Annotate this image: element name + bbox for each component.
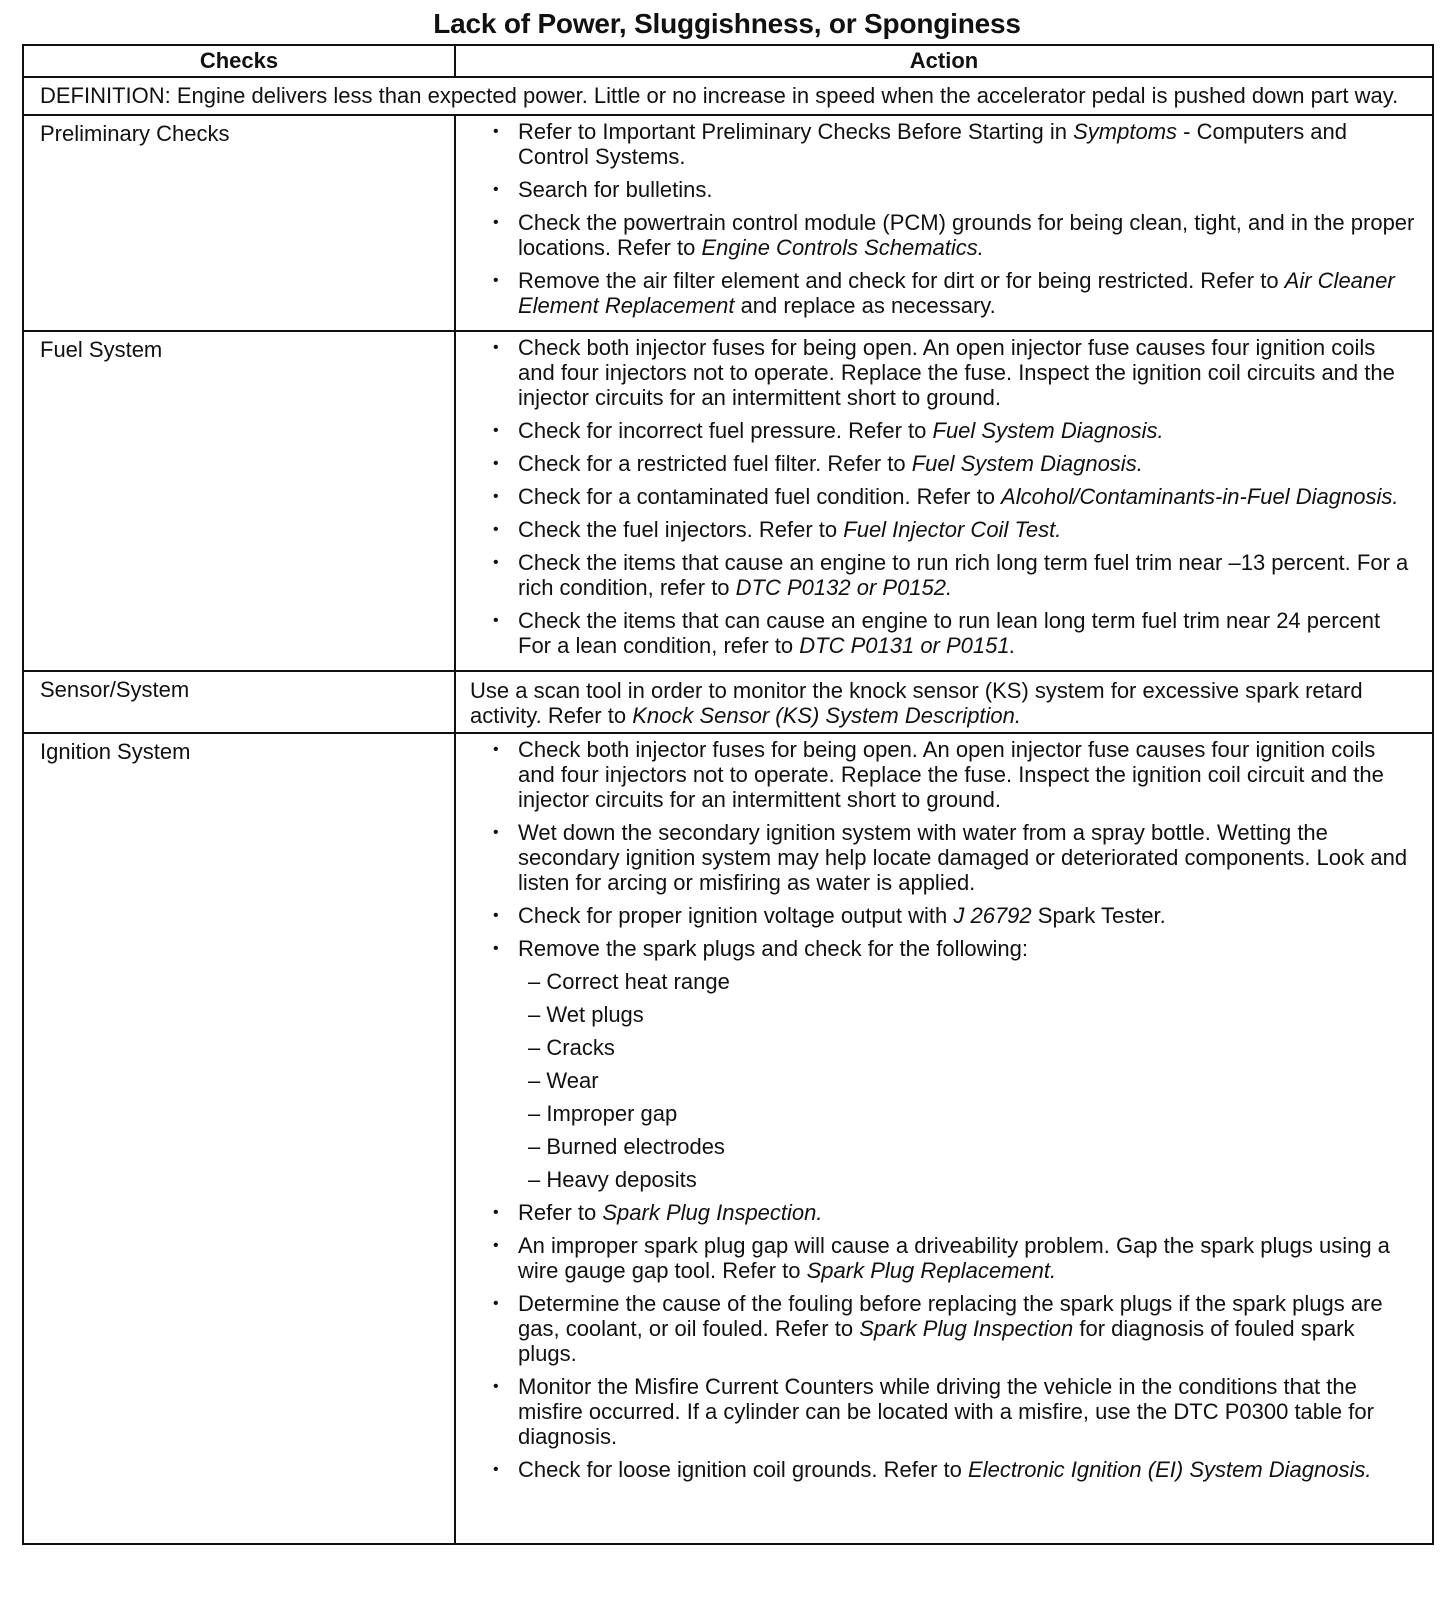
list-item: [470, 936, 1418, 1192]
reference-text: Spark Plug Replacement.: [806, 1258, 1057, 1283]
bullet-icon: •: [493, 488, 499, 505]
reference-text: Fuel System Diagnosis.: [911, 451, 1143, 476]
dash-icon: –: [528, 1101, 541, 1126]
bullet-icon: •: [493, 940, 499, 957]
sub-item-text: Heavy deposits: [546, 1167, 697, 1192]
text-segment: Remove the air filter element and check for dirt or for being restricted. Refer to: [518, 268, 1285, 293]
action-text: [470, 675, 1418, 728]
reference-text: Alcohol/Contaminants-in-Fuel Diagnosis.: [1001, 484, 1399, 509]
list-item: [470, 517, 1418, 542]
table-header-row: [23, 45, 1433, 77]
text-segment: An improper spark plug gap will cause a driveability problem. Gap the spark plugs using a wire gauge gap tool. Refer to: [518, 1233, 1390, 1283]
bullet-icon: •: [493, 1204, 499, 1221]
bullet-icon: •: [493, 1237, 499, 1254]
text-segment: Determine the cause of the fouling before replacing the spark plugs if the spark plugs are gas, coolant, or oil fouled. Refer to: [518, 1291, 1383, 1341]
text-segment: Wet down the secondary ignition system with water from a spray bottle. Wetting the secondary ignition system may help locate damaged or deteriorated components. Look and listen for arcing or misfiring as water is applied.: [518, 820, 1408, 895]
dash-icon: –: [528, 1134, 541, 1159]
dash-icon: –: [528, 1167, 541, 1192]
list-item: [470, 820, 1418, 895]
text-segment: Check for loose ignition coil grounds. Refer to: [518, 1457, 969, 1482]
dash-icon: –: [528, 1068, 541, 1093]
list-item: [470, 484, 1418, 509]
text-segment: Check for proper ignition voltage output with: [518, 903, 954, 928]
text-segment: - Computers and Control Systems.: [518, 119, 1348, 169]
bullet-icon: •: [493, 1378, 499, 1395]
sub-list-item: [518, 1101, 1418, 1126]
text-segment: Check for incorrect fuel pressure. Refer to: [518, 418, 933, 443]
reference-text: Electronic Ignition (EI) System Diagnosis.: [968, 1457, 1372, 1482]
list-item: [470, 1200, 1418, 1225]
text-segment: Refer to: [518, 1200, 603, 1225]
text-segment: Use a scan tool in order to monitor the knock sensor (KS) system for excessive spark retard activity. Refer to: [470, 678, 1363, 728]
reference-text: Knock Sensor (KS) System Description.: [632, 703, 1022, 728]
bullet-icon: •: [493, 741, 499, 758]
bullet-icon: •: [493, 612, 499, 629]
bullet-icon: •: [493, 455, 499, 472]
bullet-icon: •: [493, 824, 499, 841]
dash-icon: –: [528, 1002, 541, 1027]
text-segment: Check both injector fuses for being open. An open injector fuse causes four ignition coils and four injectors not to operate. Replace the fuse. Inspect the ignition coil circuits and the injector circuits for an intermittent short to ground.: [518, 335, 1395, 410]
text-segment: for diagnosis of fouled spark plugs.: [518, 1316, 1355, 1366]
bullet-icon: •: [493, 907, 499, 924]
text-segment: Monitor the Misfire Current Counters while driving the vehicle in the conditions that the misfire occurred. If a cylinder can be located with a misfire, use the DTC P0300 table for diagnosis.: [518, 1374, 1374, 1449]
list-item: [470, 335, 1418, 410]
reference-text: Air Cleaner Element Replacement: [518, 268, 1395, 318]
sub-list-item: [518, 1035, 1418, 1060]
check-cell: Preliminary Checks: [23, 115, 455, 331]
table-row-fuel-system: [23, 331, 1433, 671]
reference-text: Fuel System Diagnosis.: [932, 418, 1164, 443]
dash-icon: –: [528, 969, 541, 994]
reference-text: J 26792: [953, 903, 1032, 928]
text-segment: Search for bulletins.: [518, 177, 713, 202]
check-cell: Fuel System: [23, 331, 455, 671]
table-row-sensor-system: [23, 671, 1433, 733]
text-segment: Refer to Important Preliminary Checks Before Starting in: [518, 119, 1074, 144]
bullet-icon: •: [493, 1295, 499, 1312]
list-item: [470, 903, 1418, 928]
bullet-icon: •: [493, 1461, 499, 1478]
action-cell: [455, 671, 1433, 733]
list-item: [470, 210, 1418, 260]
text-segment: and replace as necessary.: [734, 293, 996, 318]
reference-text: DTC P0131 or P0151.: [799, 633, 1016, 658]
text-segment: Remove the spark plugs and check for the following:: [518, 936, 1028, 961]
check-cell: Ignition System: [23, 733, 455, 1544]
text-segment: Check for a contaminated fuel condition. Refer to: [518, 484, 1002, 509]
list-item: [470, 418, 1418, 443]
sub-list-item: [518, 1134, 1418, 1159]
sub-item-text: Correct heat range: [546, 969, 730, 994]
sub-list-item: [518, 1167, 1418, 1192]
table-row-ignition-system: [23, 733, 1433, 1544]
reference-text: Symptoms: [1073, 119, 1178, 144]
reference-text: DTC P0132 or P0152.: [735, 575, 953, 600]
action-cell: [455, 115, 1433, 331]
sub-item-text: Wet plugs: [546, 1002, 644, 1027]
sub-list: [518, 969, 1418, 1192]
text-segment: Check the powertrain control module (PCM) grounds for being clean, tight, and in the proper locations. Refer to: [518, 210, 1415, 260]
sub-list-item: [518, 1068, 1418, 1093]
action-column-header: Action: [455, 45, 1433, 77]
definition-row: [23, 77, 1433, 115]
bullet-icon: •: [493, 214, 499, 231]
action-cell: [455, 733, 1433, 1544]
sub-item-text: Cracks: [546, 1035, 615, 1060]
list-item: [470, 1233, 1418, 1283]
list-item: [470, 1291, 1418, 1366]
text-segment: Check the items that cause an engine to run rich long term fuel trim near –13 percent. For a rich condition, refer to: [518, 550, 1409, 600]
bullet-icon: •: [493, 181, 499, 198]
text-segment: Check for a restricted fuel filter. Refer to: [518, 451, 912, 476]
action-list: [470, 737, 1418, 1482]
list-item: [470, 177, 1418, 202]
reference-text: Spark Plug Inspection: [859, 1316, 1074, 1341]
list-item: [470, 119, 1418, 169]
bullet-icon: •: [493, 123, 499, 140]
text-segment: Check the items that can cause an engine to run lean long term fuel trim near 24 percent For a lean condition, refer to: [518, 608, 1381, 658]
list-item: [470, 608, 1418, 658]
reference-text: Fuel Injector Coil Test.: [843, 517, 1062, 542]
reference-text: Engine Controls Schematics.: [701, 235, 984, 260]
table-row-preliminary-checks: [23, 115, 1433, 331]
list-item: [470, 550, 1418, 600]
action-cell: [455, 331, 1433, 671]
dash-icon: –: [528, 1035, 541, 1060]
reference-text: Spark Plug Inspection.: [602, 1200, 823, 1225]
list-item: [470, 268, 1418, 318]
sub-item-text: Improper gap: [546, 1101, 678, 1126]
list-item: [470, 1457, 1418, 1482]
definition-text: DEFINITION: Engine delivers less than expected power. Little or no increase in speed when the accelerator pedal is pushed down part way.: [23, 77, 1433, 115]
bullet-icon: •: [493, 272, 499, 289]
list-item: [470, 1374, 1418, 1449]
bullet-icon: •: [493, 339, 499, 356]
action-list: [470, 335, 1418, 658]
text-segment: Check the fuel injectors. Refer to: [518, 517, 844, 542]
text-segment: Check both injector fuses for being open. An open injector fuse causes four ignition coils and four injectors not to operate. Replace the fuse. Inspect the ignition coil circuit and the injector circuits for an intermittent short to ground.: [518, 737, 1384, 812]
diagnosis-table: [22, 44, 1434, 1545]
sub-item-text: Wear: [546, 1068, 599, 1093]
sub-list-item: [518, 969, 1418, 994]
list-item: [470, 737, 1418, 812]
document-title: Lack of Power, Sluggishness, or Sponginess: [433, 8, 1021, 39]
text-segment: Spark Tester.: [1031, 903, 1166, 928]
bullet-icon: •: [493, 422, 499, 439]
check-cell: Sensor/System: [23, 671, 455, 733]
bullet-icon: •: [493, 554, 499, 571]
list-item: [470, 451, 1418, 476]
sub-list-item: [518, 1002, 1418, 1027]
action-list: [470, 119, 1418, 318]
checks-column-header: Checks: [23, 45, 455, 77]
sub-item-text: Burned electrodes: [546, 1134, 725, 1159]
bullet-icon: •: [493, 521, 499, 538]
